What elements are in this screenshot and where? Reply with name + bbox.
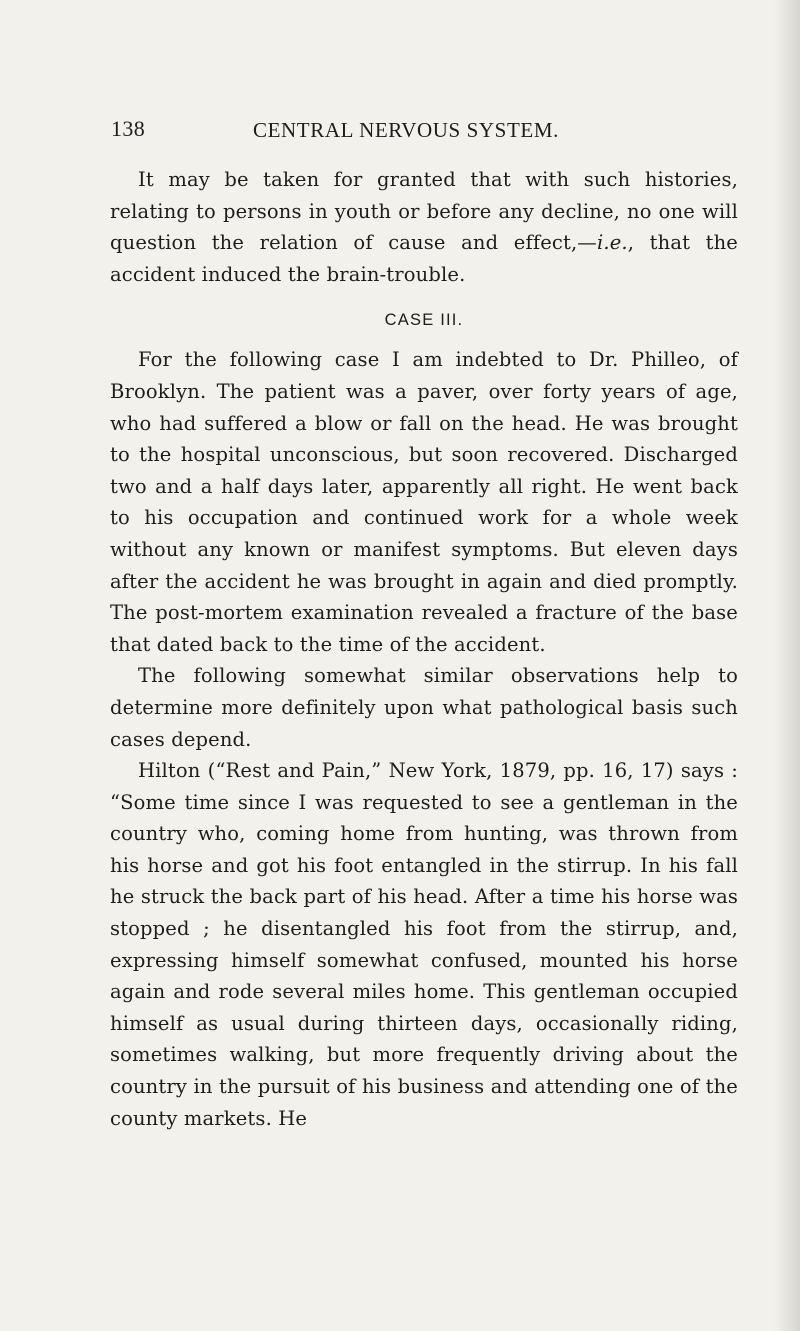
case-heading: CASE III. xyxy=(384,311,464,330)
page-number: 138 xyxy=(111,116,146,141)
running-title: CENTRAL NERVOUS SYSTEM. xyxy=(253,118,559,142)
paragraph-1-text-b: , that the accident induced the brain-trouble. xyxy=(110,231,738,286)
page-body xyxy=(110,164,738,1134)
paragraph-1-italic: i.e. xyxy=(596,231,628,255)
paragraph-4: Hilton (“Rest and Pain,” New York, 1879, pp. 16, 17) says : “Some time since I was requested to see a gentleman in the country who, coming home from hunting, was thrown from his horse and got his foot entangled in the stirrup. In his fall he struck the back part of his head. After a time his horse was stopped ; he disentangled his foot from the stirrup, and, expressing himself somewhat confused, mounted his horse again and rode several miles home. This gentleman occupied himself as usual during thirteen days, occasionally riding, sometimes walking, but more frequently driving about the country in the pursuit of his business and attending one of the county markets. He xyxy=(110,759,738,1130)
paragraph-1 xyxy=(110,164,738,290)
paragraph-1-text-a: It may be taken for granted that with such histories, relating to persons in youth or before any decline, no one will question the relation of cause and effect,— xyxy=(110,168,738,255)
page-header xyxy=(111,110,721,146)
page-edge-shadow xyxy=(774,0,800,1331)
paragraph-2: For the following case I am indebted to Dr. Philleo, of Brooklyn. The patient was a paver, over forty years of age, who had suffered a blow or fall on the head. He was brought to the hospital unconscious, but soon recovered. Discharged two and a half days later, apparently all right. He went back to his occupation and continued work for a whole week without any known or manifest symptoms. But eleven days after the accident he was brought in again and died promptly. The post-mortem examination revealed a fracture of the base that dated back to the time of the accident. xyxy=(110,348,738,656)
paragraph-3: The following somewhat similar observations help to determine more definitely upon what pathological basis such cases depend. xyxy=(110,664,738,751)
